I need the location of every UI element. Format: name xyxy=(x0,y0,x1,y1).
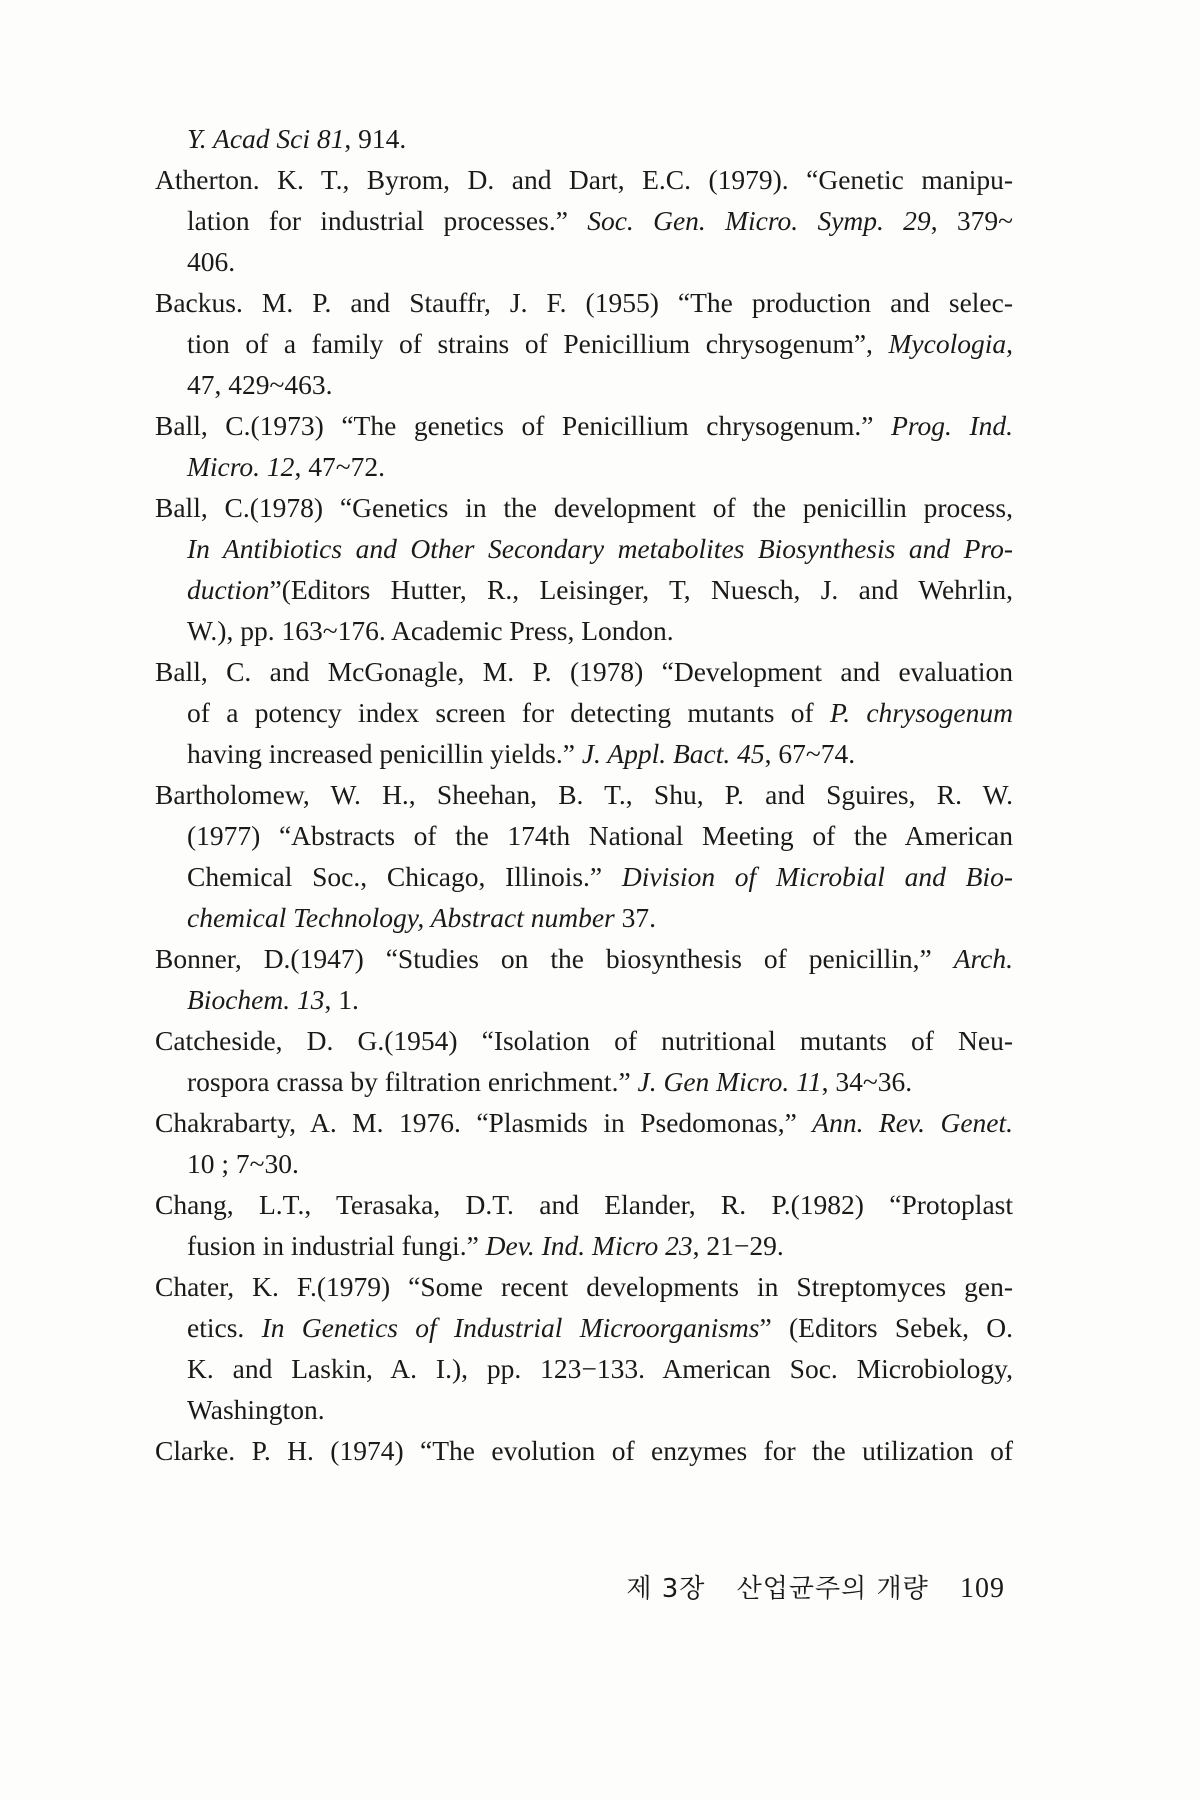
italic-citation-text: Division of Microbial and Bio- xyxy=(621,861,1013,892)
reference-line xyxy=(155,1225,1013,1266)
reference-line xyxy=(155,282,1013,323)
reference-line xyxy=(155,241,1013,282)
citation-text: Ball, C.(1973) “The genetics of Penicillium chrysogenum.” xyxy=(155,410,892,441)
reference-line xyxy=(155,1102,1013,1143)
reference-line xyxy=(155,1307,1013,1348)
citation-text: fusion in industrial fungi.” xyxy=(187,1230,486,1261)
reference-entry xyxy=(155,1266,1013,1430)
reference-entry xyxy=(155,159,1013,282)
citation-text: Chater, K. F.(1979) “Some recent developments in Streptomyces gen- xyxy=(155,1271,1013,1302)
citation-text: of a potency index screen for detecting mutants of xyxy=(187,697,830,728)
reference-line xyxy=(155,815,1013,856)
citation-text: 406. xyxy=(187,246,236,277)
reference-line xyxy=(155,979,1013,1020)
italic-citation-text: J. Gen Micro. 11 xyxy=(637,1066,822,1097)
citation-text: , 67~74. xyxy=(764,738,856,769)
reference-entry xyxy=(155,118,1013,159)
reference-line xyxy=(155,1143,1013,1184)
citation-text: Bartholomew, W. H., Sheehan, B. T., Shu, P. and Sguires, R. W. xyxy=(155,779,1013,810)
citation-text: ”(Editors Hutter, R., Leisinger, T, Nuesch, J. and Wehrlin, xyxy=(269,574,1013,605)
reference-line xyxy=(155,733,1013,774)
reference-line xyxy=(155,938,1013,979)
reference-line xyxy=(155,528,1013,569)
citation-text: , 379~ xyxy=(930,205,1013,236)
reference-line xyxy=(155,364,1013,405)
reference-line xyxy=(155,1430,1013,1471)
citation-text: 37. xyxy=(614,902,656,933)
reference-entry xyxy=(155,1430,1013,1471)
italic-citation-text: Arch. xyxy=(953,943,1013,974)
italic-citation-text: Mycologia xyxy=(888,328,1007,359)
reference-list xyxy=(155,118,1013,1471)
reference-entry xyxy=(155,487,1013,651)
citation-text: , 21−29. xyxy=(692,1230,784,1261)
citation-text: Ball, C.(1978) “Genetics in the development of the penicillin process, xyxy=(155,492,1013,523)
reference-line xyxy=(155,569,1013,610)
reference-line xyxy=(155,1389,1013,1430)
page-footer xyxy=(600,1568,1005,1605)
reference-line xyxy=(155,200,1013,241)
citation-text: Chang, L.T., Terasaka, D.T. and Elander, R. P.(1982) “Protoplast xyxy=(155,1189,1013,1220)
italic-citation-text: J. Appl. Bact. 45 xyxy=(581,738,765,769)
reference-line xyxy=(155,1266,1013,1307)
footer-chapter: 제 3장 xyxy=(626,1574,706,1604)
italic-citation-text: P. chrysogenum xyxy=(829,697,1013,728)
reference-line xyxy=(155,651,1013,692)
reference-entry xyxy=(155,651,1013,774)
reference-entry xyxy=(155,405,1013,487)
citation-text: rospora crassa by filtration enrichment.” xyxy=(187,1066,638,1097)
reference-line xyxy=(155,856,1013,897)
italic-citation-text: In Antibiotics and Other Secondary metabolites Biosynthesis and Pro- xyxy=(187,533,1013,564)
reference-line xyxy=(155,118,1013,159)
italic-citation-text: Micro. 12 xyxy=(187,451,295,482)
reference-line xyxy=(155,405,1013,446)
italic-citation-text: chemical Technology, Abstract number xyxy=(187,902,615,933)
citation-text: , 47~72. xyxy=(294,451,385,482)
reference-line xyxy=(155,1348,1013,1389)
italic-citation-text: Y. Acad Sci 81 xyxy=(187,123,345,154)
citation-text: Chakrabarty, A. M. 1976. “Plasmids in Psedomonas,” xyxy=(155,1107,813,1138)
citation-text: (1977) “Abstracts of the 174th National Meeting of the American xyxy=(187,820,1013,851)
italic-citation-text: Biochem. 13 xyxy=(187,984,325,1015)
reference-entry xyxy=(155,938,1013,1020)
reference-entry xyxy=(155,1020,1013,1102)
reference-line xyxy=(155,1061,1013,1102)
reference-line xyxy=(155,1020,1013,1061)
citation-text: , 1. xyxy=(324,984,359,1015)
reference-entry xyxy=(155,1184,1013,1266)
citation-text: Chemical Soc., Chicago, Illinois.” xyxy=(187,861,622,892)
reference-entry xyxy=(155,282,1013,405)
citation-text: Atherton. K. T., Byrom, D. and Dart, E.C. (1979). “Genetic manipu- xyxy=(155,164,1013,195)
reference-line xyxy=(155,774,1013,815)
citation-text: Clarke. P. H. (1974) “The evolution of enzymes for the utilization of xyxy=(155,1435,1013,1466)
citation-text: having increased penicillin yields.” xyxy=(187,738,582,769)
citation-text: Ball, C. and McGonagle, M. P. (1978) “Development and evaluation xyxy=(155,656,1013,687)
italic-citation-text: Ann. Rev. Genet. xyxy=(812,1107,1013,1138)
citation-text: W.), pp. 163~176. Academic Press, London. xyxy=(187,615,674,646)
citation-text: Bonner, D.(1947) “Studies on the biosynthesis of penicillin,” xyxy=(155,943,954,974)
citation-text: lation for industrial processes.” xyxy=(187,205,588,236)
reference-entry xyxy=(155,1102,1013,1184)
citation-text: tion of a family of strains of Penicillium chrysogenum”, xyxy=(187,328,889,359)
reference-line xyxy=(155,487,1013,528)
reference-line xyxy=(155,692,1013,733)
footer-chapter-title: 산업균주의 개량 xyxy=(736,1574,929,1604)
citation-text: , xyxy=(1006,328,1013,359)
citation-text: K. and Laskin, A. I.), pp. 123−133. American Soc. Microbiology, xyxy=(187,1353,1013,1384)
citation-text: 47, 429~463. xyxy=(187,369,333,400)
reference-line xyxy=(155,159,1013,200)
citation-text: 10 ; 7~30. xyxy=(187,1148,299,1179)
page-number: 109 xyxy=(960,1573,1005,1604)
italic-citation-text: Prog. Ind. xyxy=(891,410,1013,441)
reference-line xyxy=(155,897,1013,938)
reference-line xyxy=(155,610,1013,651)
reference-entry xyxy=(155,774,1013,938)
citation-text: ” (Editors Sebek, O. xyxy=(759,1312,1013,1343)
citation-text: , 914. xyxy=(344,123,407,154)
citation-text: Backus. M. P. and Stauffr, J. F. (1955) “The production and selec- xyxy=(155,287,1013,318)
citation-text: , 34~36. xyxy=(821,1066,913,1097)
italic-citation-text: Dev. Ind. Micro 23 xyxy=(485,1230,693,1261)
italic-citation-text: Soc. Gen. Micro. Symp. 29 xyxy=(587,205,931,236)
reference-line xyxy=(155,446,1013,487)
italic-citation-text: duction xyxy=(187,574,270,605)
citation-text: etics. xyxy=(187,1312,262,1343)
reference-line xyxy=(155,1184,1013,1225)
reference-line xyxy=(155,323,1013,364)
citation-text: Washington. xyxy=(187,1394,325,1425)
italic-citation-text: In Genetics of Industrial Microorganisms xyxy=(261,1312,760,1343)
citation-text: Catcheside, D. G.(1954) “Isolation of nutritional mutants of Neu- xyxy=(155,1025,1013,1056)
